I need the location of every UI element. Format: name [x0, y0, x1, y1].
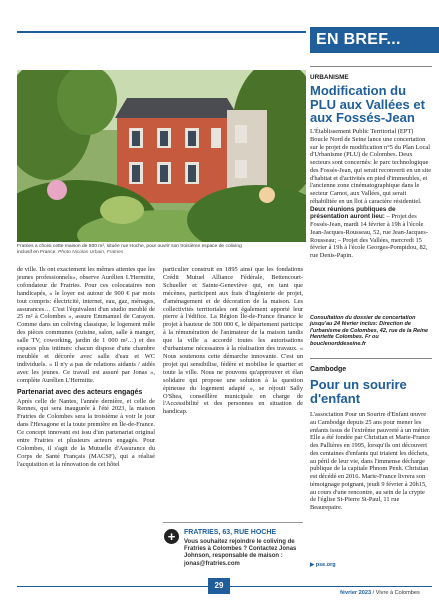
footer-text: février 2023 / Vivre à Colombes — [340, 590, 420, 596]
urbanisme-text-2: – Projet des Fossés-Jean, mardi 14 février à 19h à l'école Jean-Jacques-Rousseau, 52, rue Jean-Jacques-Rousseau; – Projet des Vallées, mercredi 15 février à 19h à l'école Georges-Pompidou, 82, rue Denis-Papin. — [310, 213, 429, 259]
urbanisme-label: URBANISME — [310, 74, 349, 81]
cambodge-site — [310, 562, 434, 568]
info-title: FRATRIES, 63, RUE HOCHE — [184, 529, 277, 536]
caption-text-2: inclusif en France. — [17, 250, 57, 256]
cambodge-label: Cambodge — [310, 366, 347, 373]
house-photo — [17, 70, 306, 242]
article-paragraph: particulier construit en 1895 ainsi que les fondations Crédit Mutuel Alliance Fédérale, Bettencourt-Schueller et Sainte-Geneviève qui, en tant que mécènes, participent aux frais d'ingénierie de projet, d'aménagement et de décoration de la maison. Les collectivités territoriales ont également apporté leur pierre à l'édifice. La Région Île-de-France finance le projet à hauteur de 300 000 €, le département participe à la rémunération de l'animateur de la maison tandis que la ville a accordé toutes les autorisations d'urbanisme nécessaires à la réalisation des travaux. « Nous soutenons cette démarche innovante. C'est un projet qui sensibilise, fédère et mobilise le quartier et toute la ville. Nous ne pouvons qu'approuver et élan solidaire qui propose une solution à la question épineuse du logement adapté », se réjouit Sally O'Shea, conseillère municipale en charge de l'Accessibilité et des personnes en situation de handicap. — [163, 266, 303, 416]
footer-mag: Vivre à Colombes — [375, 590, 420, 596]
top-rule — [17, 31, 306, 33]
page-number: 29 — [208, 578, 230, 594]
house-illustration — [17, 70, 306, 242]
article-column-2 — [163, 266, 303, 416]
photo-credit: Photo Nicolas Urbain, Fratries — [58, 250, 124, 256]
link-icon: ▶ — [310, 562, 316, 568]
urbanisme-bold: Deux réunions publiques de présentation auront lieu: — [310, 205, 396, 221]
footer-month: février 2023 — [340, 590, 372, 596]
plus-icon: + — [164, 529, 179, 544]
info-box — [163, 522, 303, 584]
article-paragraph: de ville. Ils ont exactement les mêmes attentes que les jeunes professionnels», observe Aurélien L'Hermitte, cofondateur de Fratries. Pour ces colocataires non handicapés, « le loyer est autour de 900 € par mois tout compris: électricité, internet, eau, gaz, ménages, assurances… C'est l'équivalent d'un studio meublé de 25 m² à Colombes », assure Emmanuel de Carayon. Comme dans un coliving classique, le logement mêle des pièces communes (cuisine, salon, salle à manger, salle TV, coworking, jardin de 1 000 m²…) et des espaces plus intimes: chacun dispose d'une chambre meublée et décorée avec salle d'eau et WC individuels. « Il n'y a pas de relations aidants / aidés avec les jeunes. Ce travail est assuré par Jonas », complète Aurélien L'Hermitte. — [17, 266, 155, 384]
section-rule — [310, 358, 432, 359]
photo-caption — [17, 244, 306, 257]
section-rule — [310, 66, 432, 67]
urbanisme-text: L'Établissement Public Territorial (EPT) Boucle Nord de Seine lance une concertation sur le projet de modification n°5 du Plan Local d'Urbanisme (PLU) de Colombes. Deux secteurs sont concernés: le parc technologique des Fossés-Jean, qui serait reconverti en un site d'habitat et d'activités en pied d'immeubles, et l'ancienne zone cinématographique dans le secteur Carnot, aux Vallées, qui serait réhabilitée en un îlot à caractère résidentiel. — [310, 128, 432, 205]
cambodge-site-link[interactable]: pse.org — [315, 562, 336, 568]
info-text: Vous souhaitez rejoindre le coliving de Fratries à Colombes ? Contactez Jonas Johnson, responsable de maison : jonas@fratries.com — [184, 539, 297, 567]
en-bref-header: EN BREF... — [310, 27, 439, 53]
urbanisme-body — [310, 128, 432, 260]
article-column-1 — [17, 266, 155, 469]
urbanisme-note: Consultation du dossier de concertation jusqu'au 24 février inclus: Direction de l'urbanisme de Colombes, 42, rue de la Reine Henriette Colombes. Fr ou bouclenorddeseine.fr — [310, 315, 429, 347]
urbanisme-title: Modification du PLU aux Vallées et aux Fossés-Jean — [310, 83, 425, 126]
caption-text: Fratries a choisi cette maison de 500 m², située rue Hoche, pour ouvrir son troisième espace de coliving — [17, 244, 242, 249]
article-paragraph: Après celle de Nantes, l'année dernière, et celle de Rennes, qui sera inaugurée à l'été 2023, la maison Fratries de Colombes sera la troisième à voir le jour dans l'Hexagone et la toute première en Île-de-France. Ce concept innovant est issu d'un partenariat original entre Fratries et plusieurs acteurs engagés. Pour Colombes, il s'agit de la Mutuelle d'Assurance du Corps de Santé Français (MACSF), qui a réalisé l'acquisition et la rénovation de cet hôtel — [17, 397, 155, 468]
cambodge-title: Pour un sourire d'enfant — [310, 377, 407, 406]
subheading-partenariat: Partenariat avec des acteurs engagés — [17, 388, 143, 396]
cambodge-body: L'association Pour un Sourire d'Enfant œuvre au Cambodge depuis 25 ans pour mener les enfants issus de l'extrême pauvreté à un métier. Elle a été fondée par Christian et Marie-France des Pallières en 1995, lorsqu'ils ont découvert des centaines d'enfants qui triaient les déchets, au péril de leur vie, dans l'immense décharge publique de la capitale Phnom Penh. Christian est décédé en 2016. Marie-France livrera son témoignage poignant, jeudi 9 février à 20h15, au cours d'une rencontre, au sein de la crypte de l'église St-Pierre St-Paul, 11 rue Beaurepaire. — [310, 411, 431, 511]
